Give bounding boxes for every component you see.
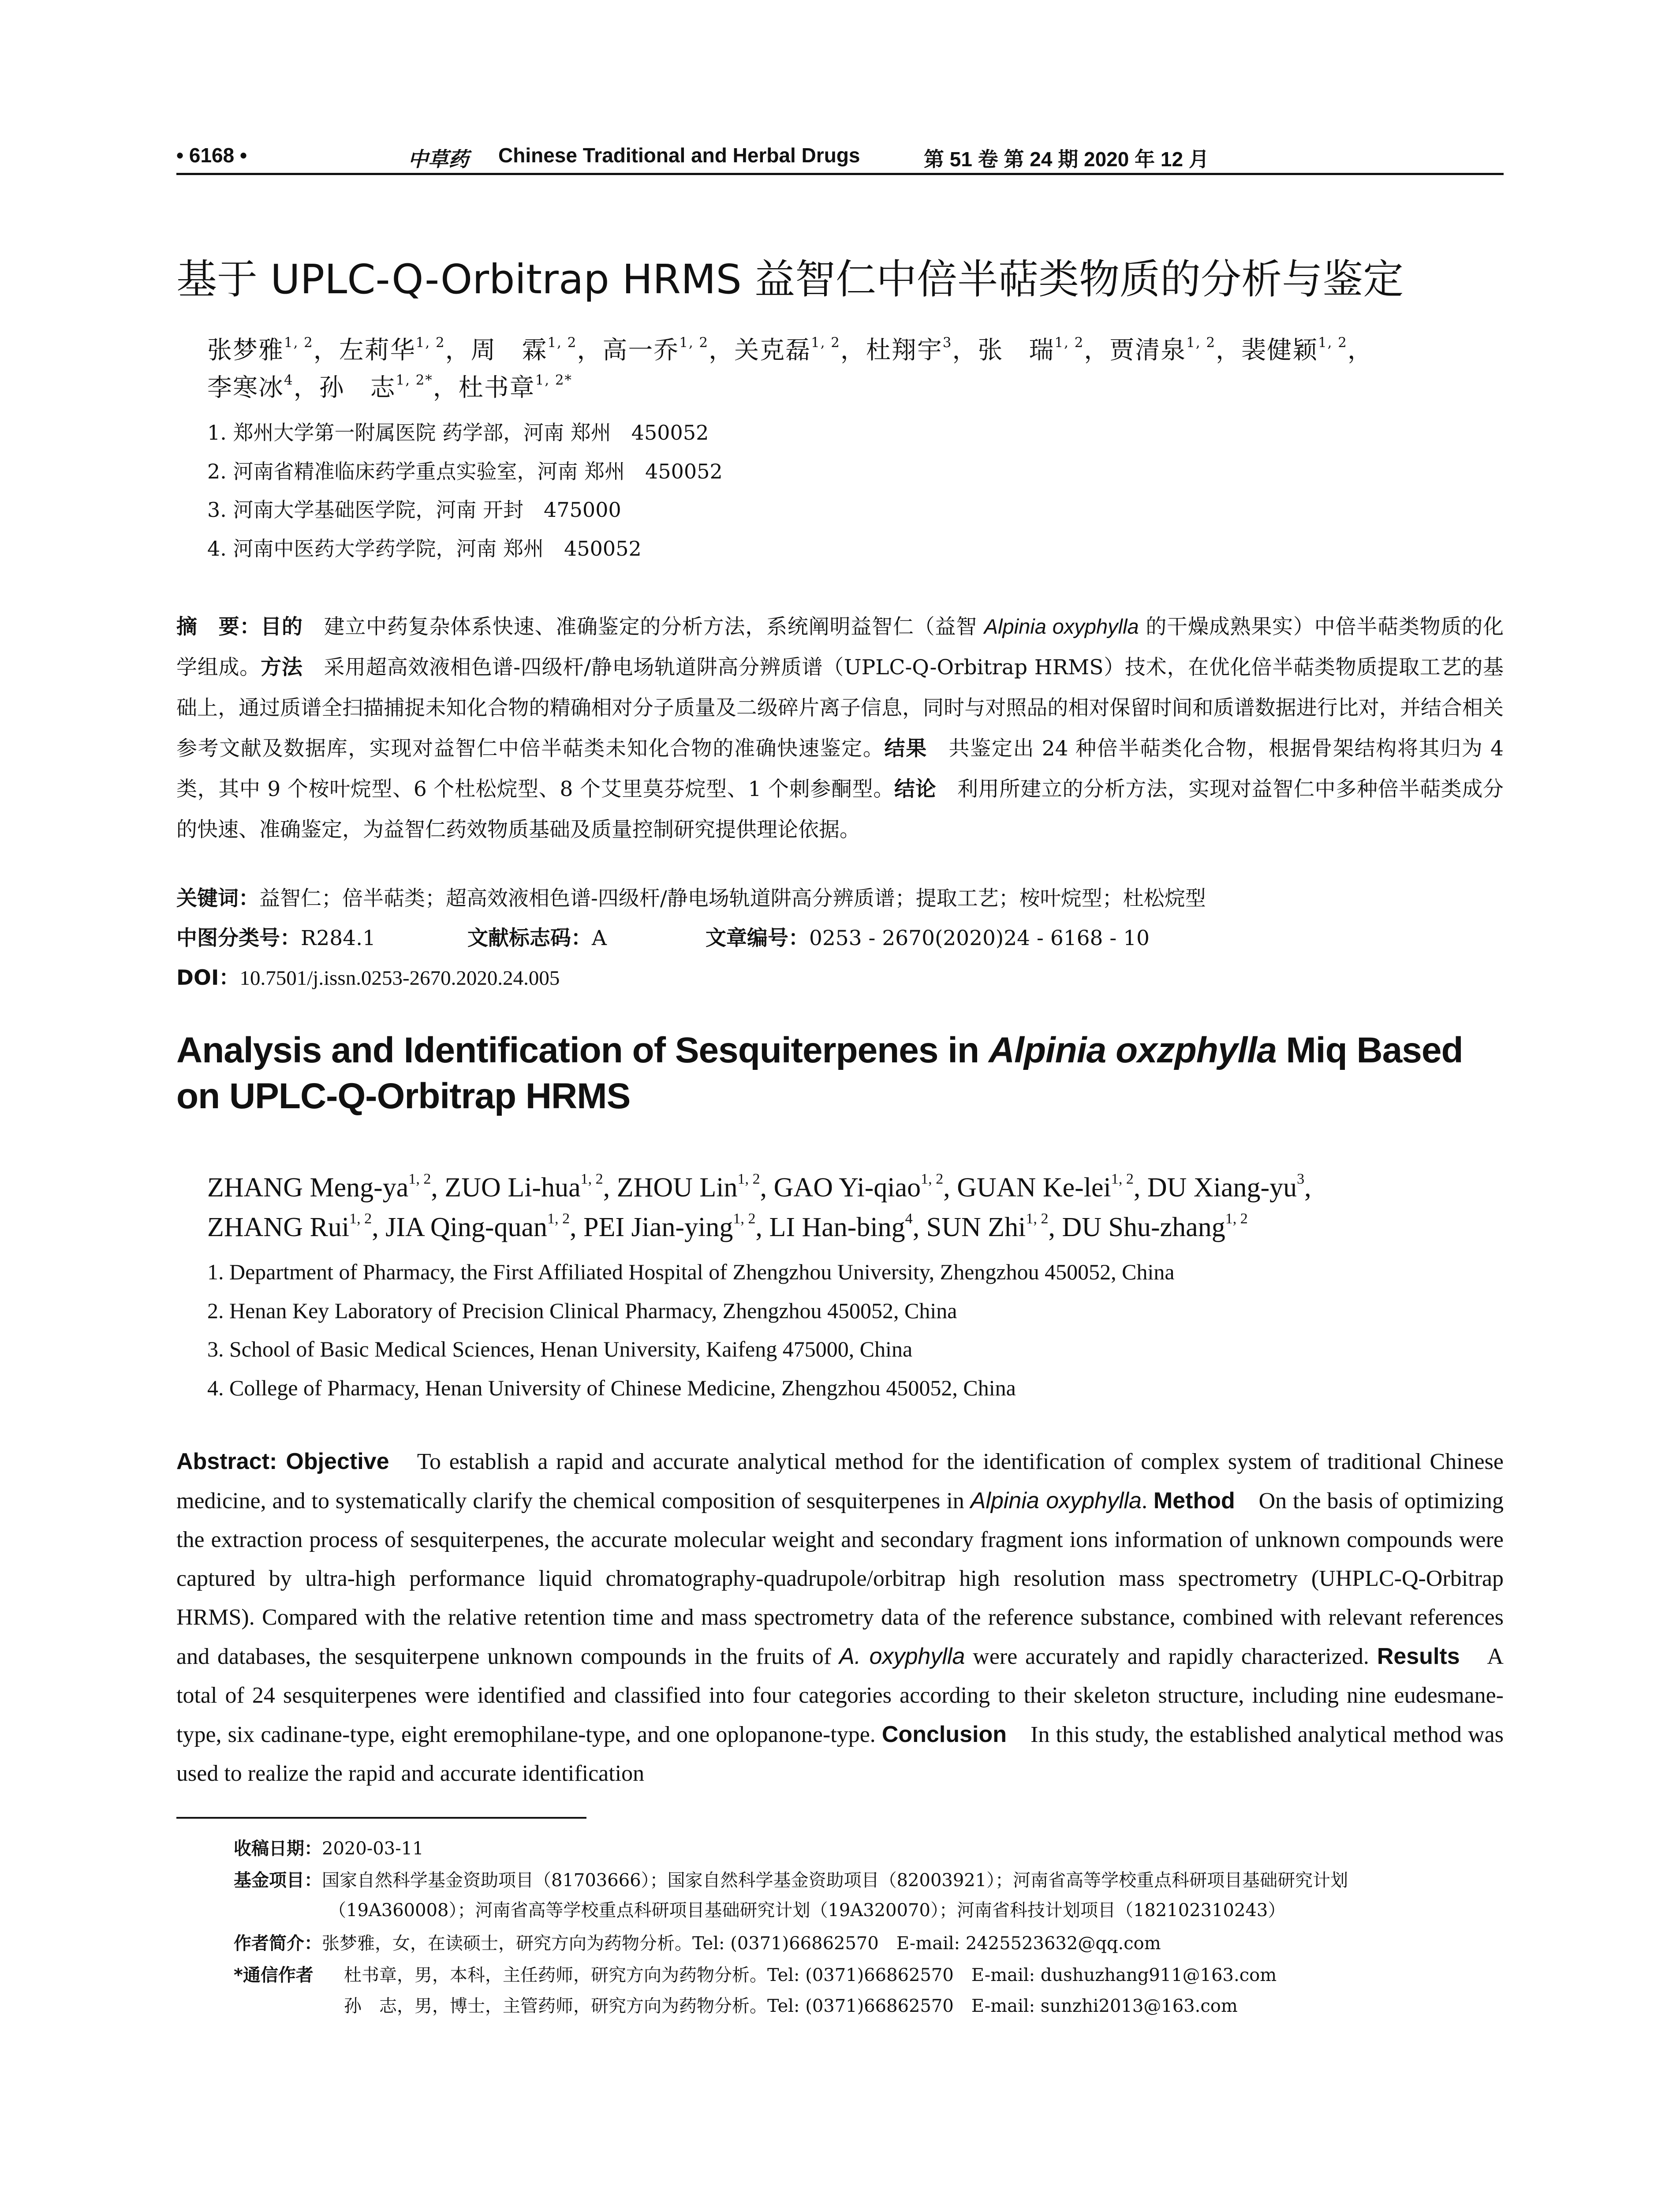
author-affiliation-mark: 4: [905, 1211, 913, 1227]
author-name: GUAN Ke-lei: [957, 1172, 1111, 1203]
author-affiliation-mark: 1, 2: [1054, 334, 1084, 351]
footnote-rule: [176, 1817, 586, 1819]
author-name: LI Han-bing: [769, 1212, 905, 1242]
doi-value: 10.7501/j.issn.0253-2670.2020.24.005: [239, 967, 560, 990]
title-en-pre: Analysis and Identification of Sesquiterpenes in: [176, 1030, 989, 1070]
author-name: ZHANG Meng-ya: [207, 1172, 409, 1203]
doc-code-label: 文献标志码：: [467, 926, 592, 950]
title-en: [176, 1028, 1504, 1119]
journal-issue: 第 51 卷 第 24 期 2020 年 12 月: [924, 148, 1209, 171]
doi-line: [176, 961, 560, 991]
corresponding-2: 孙 志，男，博士，主管药师，研究方向为药物分析。Tel: (0371)66862570 E-mail: sunzhi2013@163.com: [344, 1996, 1238, 2016]
conclusion-en-label: Conclusion: [881, 1722, 1007, 1747]
footnote-corresponding: [234, 1961, 1277, 1986]
affiliation-en-2: 2. Henan Key Laboratory of Precision Clinical Pharmacy, Zhengzhou 450052, China: [207, 1298, 957, 1323]
title-en-latin: Alpinia oxzphylla: [988, 1030, 1277, 1070]
author-name: 高一乔: [602, 336, 679, 365]
author-affiliation-mark: 1, 2: [1026, 1211, 1049, 1227]
objective-en-latin: Alpinia oxyphylla: [970, 1488, 1142, 1514]
objective-zh-pre: 建立中药复杂体系快速、准确鉴定的分析方法，系统阐明益智仁（益智: [302, 615, 984, 639]
author-affiliation-mark: 1, 2: [408, 1171, 431, 1187]
author-name: 左莉华: [339, 336, 416, 365]
received-date: 2020-03-11: [322, 1839, 424, 1859]
author-name: 张 瑞: [978, 336, 1055, 365]
objective-en-pre: To establish a rapid and accurate analytical method for the identification of complex system of traditional Chinese medicine, and to systematically clarify the chemical composition of sesquiterpenes in: [176, 1449, 1504, 1514]
author-affiliation-mark: 1, 2: [1186, 334, 1216, 351]
footnote-received: [234, 1835, 424, 1860]
objective-zh-post: 的干燥成熟果实）中倍半萜类物质的化学组成。: [176, 615, 1504, 680]
corresponding-1: 杜书章，男，本科，主任药师，研究方向为药物分析。Tel: (0371)66862570 E-mail: dushuzhang911@163.com: [344, 1965, 1277, 1985]
article-no-label: 文章编号：: [706, 926, 809, 950]
author-name: 关克磊: [734, 336, 811, 365]
method-en-label: Method: [1153, 1488, 1235, 1514]
fund-line2: （19A360008）；河南省高等学校重点科研项目基础研究计划（19A320070）；河南省科技计划项目（182102310243）: [329, 1900, 1286, 1921]
page-number: • 6168 •: [176, 144, 247, 167]
author-affiliation-mark: 4: [284, 372, 294, 388]
conclusion-en-text: In this study, the established analytical method was used to realize the rapid and accurate identification: [176, 1722, 1504, 1786]
clc-value: R284.1: [301, 926, 376, 950]
author-name: 杜翔宇: [866, 336, 943, 365]
author-affiliation-mark: 1, 2: [284, 334, 314, 351]
keywords-text: 益智仁；倍半萜类；超高效液相色谱-四级杆/静电场轨道阱高分辨质谱；提取工艺；桉叶烷型；杜松烷型: [259, 886, 1206, 911]
authors-en-line1: ZHANG Meng-ya$^{1, 2}$, ZUO Li-hua$^{1, 2}$, ZHOU Lin$^{1, 2}$, GAO Yi-qiao$^{1, 2}$, GUAN Ke-lei$^{1, 2}$, DU Xiang-$yu^3$,: [207, 1171, 1311, 1203]
abstract-en: [176, 1442, 1504, 1793]
author-affiliation-mark: 3: [1297, 1171, 1305, 1187]
conclusion-zh-text: 利用所建立的分析方法，实现对益智仁中多种倍半萜类成分的快速、准确鉴定，为益智仁药效物质基础及质量控制研究提供理论依据。: [176, 777, 1504, 842]
results-zh-text: 共鉴定出 24 种倍半萜类化合物，根据骨架结构将其归为 4 类，其中 9 个桉叶烷型、6 个杜松烷型、8 个艾里莫芬烷型、1 个刺参酮型。: [176, 736, 1504, 801]
author-name: 杜书章: [458, 374, 535, 402]
author-affiliation-mark: 1, 2: [415, 334, 445, 351]
author-name: 李寒冰: [207, 374, 284, 402]
clc-label: 中图分类号：: [176, 926, 301, 950]
author-name: JIA Qing-quan: [385, 1212, 547, 1242]
objective-en-post: .: [1141, 1488, 1154, 1514]
author-affiliation-mark: 1, 2: [679, 334, 709, 351]
classification-line: [176, 922, 1150, 951]
author-affiliation-mark: 3: [942, 334, 952, 351]
author-name: 周 霖: [470, 336, 548, 365]
author-affiliation-mark: 1, 2: [580, 1171, 603, 1187]
title-en-post: Miq Based on UPLC-Q-Orbitrap HRMS: [176, 1030, 1463, 1116]
received-label: 收稿日期：: [234, 1839, 322, 1859]
author-name: 贾清泉: [1109, 336, 1187, 365]
corresponding-label: *通信作者: [234, 1965, 314, 1985]
title-zh: 基于 UPLC-Q-Orbitrap HRMS 益智仁中倍半萜类物质的分析与鉴定: [176, 256, 1404, 303]
objective-zh-label: 目的: [261, 615, 303, 639]
author-name: 裴健颖: [1241, 336, 1318, 365]
affiliation-zh-3: 3. 河南大学基础医学院，河南 开封 475000: [207, 498, 621, 522]
author-name: ZHANG Rui: [207, 1212, 350, 1242]
method-zh-label: 方法: [261, 655, 303, 680]
author-name: GAO Yi-qiao: [773, 1172, 921, 1203]
authors-zh-line1: 张梦雅$^{1, 2}$，左莉华$^{1, 2}$，周 霖$^{1, 2}$，高一乔$^{1, 2}$，关克磊$^{1, 2}$，杜翔宇$^3$，张 瑞$^{1, 2}$，贾清泉$^{1, 2}$，裴健颖$^{1, 2}$，: [207, 334, 1373, 365]
author-affiliation-mark: 1, 2: [737, 1171, 760, 1187]
affiliation-zh-1: 1. 郑州大学第一附属医院 药学部，河南 郑州 450052: [207, 421, 709, 445]
author-name: DU Shu-zhang: [1062, 1212, 1225, 1242]
abstract-zh: [176, 606, 1504, 850]
running-header: [176, 135, 1504, 187]
author-name: SUN Zhi: [926, 1212, 1026, 1242]
results-zh-label: 结果: [884, 736, 927, 761]
fund-line1: 国家自然科学基金资助项目（81703666）；国家自然科学基金资助项目（82003921）；河南省高等学校重点科研项目基础研究计划: [322, 1870, 1348, 1891]
author-name: ZUO Li-hua: [444, 1172, 581, 1203]
header-rule: [176, 173, 1504, 175]
author-affiliation-mark: 1, 2: [811, 334, 840, 351]
method-zh-text: 采用超高效液相色谱-四级杆/静电场轨道阱高分辨质谱（UPLC-Q-Orbitrap HRMS）技术，在优化倍半萜类物质提取工艺的基础上，通过质谱全扫描捕捉未知化合物的精确相对分子质量及二级碎片离子信息，同时与对照品的相对保留时间和质谱数据进行比对，并结合相关参考文献及数据库，实现对益智仁中倍半萜类未知化合物的准确快速鉴定。: [176, 655, 1504, 761]
author-name: 张梦雅: [207, 336, 284, 365]
article-no-value: 0253 - 2670(2020)24 - 6168 - 10: [809, 926, 1150, 950]
method-en-post: were accurately and rapidly characterized.: [965, 1644, 1377, 1669]
author-bio: 张梦雅，女，在读硕士，研究方向为药物分析。Tel: (0371)66862570 E-mail: 2425523632@qq.com: [322, 1933, 1161, 1954]
author-affiliation-mark: 1, 2: [547, 1211, 570, 1227]
affiliation-zh-2: 2. 河南省精准临床药学重点实验室，河南 郑州 450052: [207, 460, 723, 483]
author-affiliation-mark: 1, 2*: [535, 372, 572, 388]
doi-label: DOI：: [176, 966, 240, 990]
author-affiliation-mark: 1, 2: [349, 1211, 372, 1227]
conclusion-zh-label: 结论: [894, 777, 937, 801]
fund-label: 基金项目：: [234, 1870, 322, 1891]
author-affiliation-mark: 1, 2: [921, 1171, 944, 1187]
method-en-latin: A. oxyphylla: [839, 1644, 965, 1669]
authors-zh-line2: 李寒冰$^4$，孙 志$^{1, 2*}$，杜书章$^{1, 2*}$: [207, 372, 572, 402]
method-en-text: On the basis of optimizing the extraction process of sesquiterpenes, the accurate molecular weight and secondary fragment ions information of unknown compounds were captured by ultra-high performance liquid chromatography-quadrupole/orbitrap high resolution mass spectrometry (UHPLC-Q-Orbitrap HRMS). Compared with the relative retention time and mass spectrometry data of the reference substance, combined with relevant references and databases, the sesquiterpene unknown compounds in the fruits of: [176, 1488, 1504, 1669]
author-affiliation-mark: 1, 2: [1111, 1171, 1134, 1187]
journal-name-en: Chinese Traditional and Herbal Drugs: [498, 144, 860, 167]
footnote-fund: [234, 1866, 1348, 1891]
affiliation-en-4: 4. College of Pharmacy, Henan University of Chinese Medicine, Zhengzhou 450052, China: [207, 1375, 1016, 1400]
results-en-label: Results: [1377, 1644, 1460, 1669]
author-affiliation-mark: 1, 2*: [396, 372, 433, 388]
author-bio-label: 作者简介：: [234, 1933, 322, 1954]
author-affiliation-mark: 1, 2: [1318, 334, 1348, 351]
author-name: 孙 志: [319, 374, 396, 402]
keywords-line: [176, 882, 1206, 912]
abstract-zh-label: 摘 要：: [176, 615, 261, 639]
keywords-label: 关键词：: [176, 886, 259, 911]
author-name: DU Xiang-yu: [1147, 1172, 1297, 1203]
author-name: ZHOU Lin: [616, 1172, 738, 1203]
objective-zh-latin: Alpinia oxyphylla: [984, 615, 1139, 638]
authors-en-line2: ZHANG Rui$^{1, 2}$, JIA Qing-quan$^{1, 2}$, PEI Jian-ying$^{1, 2}$, LI Han-bing$^4$, SUN Zhi$^{1, 2}$, DU Shu-zhang$^{1, 2}$: [207, 1211, 1248, 1242]
results-en-text: A total of 24 sesquiterpenes were identified and classified into four categories according to their skeleton structure, including nine eudesmane-type, six cadinane-type, eight eremophilane-type, and one oplopanone-type.: [176, 1644, 1504, 1747]
author-affiliation-mark: 1, 2: [733, 1211, 756, 1227]
abstract-en-label: Abstract: Objective: [176, 1449, 389, 1474]
affiliation-en-1: 1. Department of Pharmacy, the First Affiliated Hospital of Zhengzhou University, Zhengzhou 450052, China: [207, 1259, 1175, 1284]
doc-code-value: A: [592, 926, 607, 950]
author-name: PEI Jian-ying: [583, 1212, 733, 1242]
affiliation-en-3: 3. School of Basic Medical Sciences, Henan University, Kaifeng 475000, China: [207, 1337, 913, 1361]
affiliation-zh-4: 4. 河南中医药大学药学院，河南 郑州 450052: [207, 537, 642, 561]
author-affiliation-mark: 1, 2: [547, 334, 577, 351]
author-affiliation-mark: 1, 2: [1225, 1211, 1248, 1227]
footnote-author: [234, 1929, 1161, 1955]
journal-name-cn: 中草药: [408, 147, 469, 171]
